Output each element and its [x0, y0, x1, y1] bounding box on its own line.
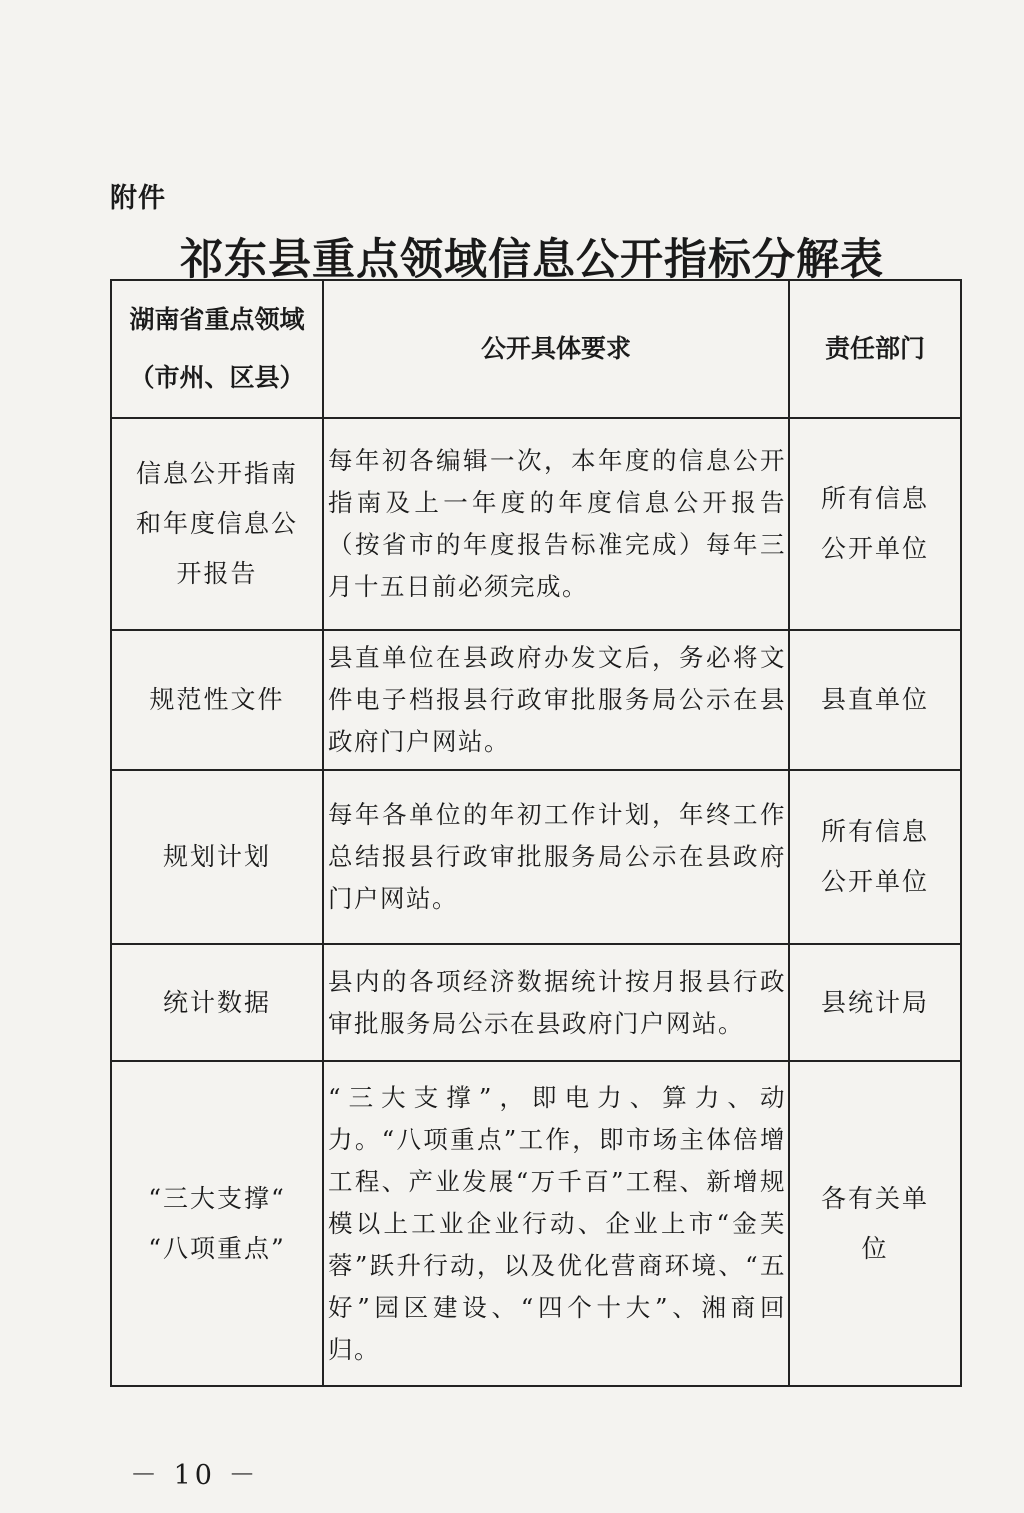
- table-row: [111, 1061, 961, 1386]
- attachment-label: 附件: [110, 183, 166, 214]
- row-department: 县直单位: [789, 630, 961, 770]
- row-department: 各有关单位: [789, 1061, 961, 1386]
- table-row: [111, 418, 961, 630]
- row-department: 所有信息公开单位: [789, 418, 961, 630]
- row-requirement: 每年初各编辑一次，本年度的信息公开指南及上一年度的年度信息公开报告（按省市的年度报告标准完成）每年三月十五日前必须完成。: [323, 418, 789, 630]
- row-area: 规划计划: [111, 770, 323, 944]
- row-requirement: 每年各单位的年初工作计划，年终工作总结报县行政审批服务局公示在县政府门户网站。: [323, 770, 789, 944]
- row-requirement: 县内的各项经济数据统计按月报县行政审批服务局公示在县政府门户网站。: [323, 944, 789, 1061]
- row-area: 规范性文件: [111, 630, 323, 770]
- row-department: 县统计局: [789, 944, 961, 1061]
- indicator-table: [110, 279, 962, 1387]
- row-area: 统计数据: [111, 944, 323, 1061]
- document-title: 祁东县重点领域信息公开指标分解表: [180, 235, 884, 285]
- header-area-label: 湖南省重点领域（市州、区县）: [129, 305, 305, 392]
- header-requirement: 公开具体要求: [323, 280, 789, 418]
- header-area: [111, 280, 323, 418]
- header-department: 责任部门: [789, 280, 961, 418]
- table-header-row: [111, 280, 961, 418]
- row-area: 信息公开指南和年度信息公开报告: [111, 418, 323, 630]
- row-department: 所有信息公开单位: [789, 770, 961, 944]
- table-row: [111, 944, 961, 1061]
- row-requirement: 县直单位在县政府办发文后，务必将文件电子档报县行政审批服务局公示在县政府门户网站。: [323, 630, 789, 770]
- table-row: [111, 630, 961, 770]
- row-area: “三大支撑“ “八项重点”: [111, 1061, 323, 1386]
- page-number: － 10 －: [130, 1460, 260, 1491]
- table-row: [111, 770, 961, 944]
- row-requirement: “三大支撑”，即电力、算力、动力。“八项重点”工作，即市场主体倍增工程、产业发展“万千百”工程、新增规模以上工业企业行动、企业上市“金芙蓉”跃升行动，以及优化营商环境、“五好”园区建设、“四个十大”、湘商回归。: [323, 1061, 789, 1386]
